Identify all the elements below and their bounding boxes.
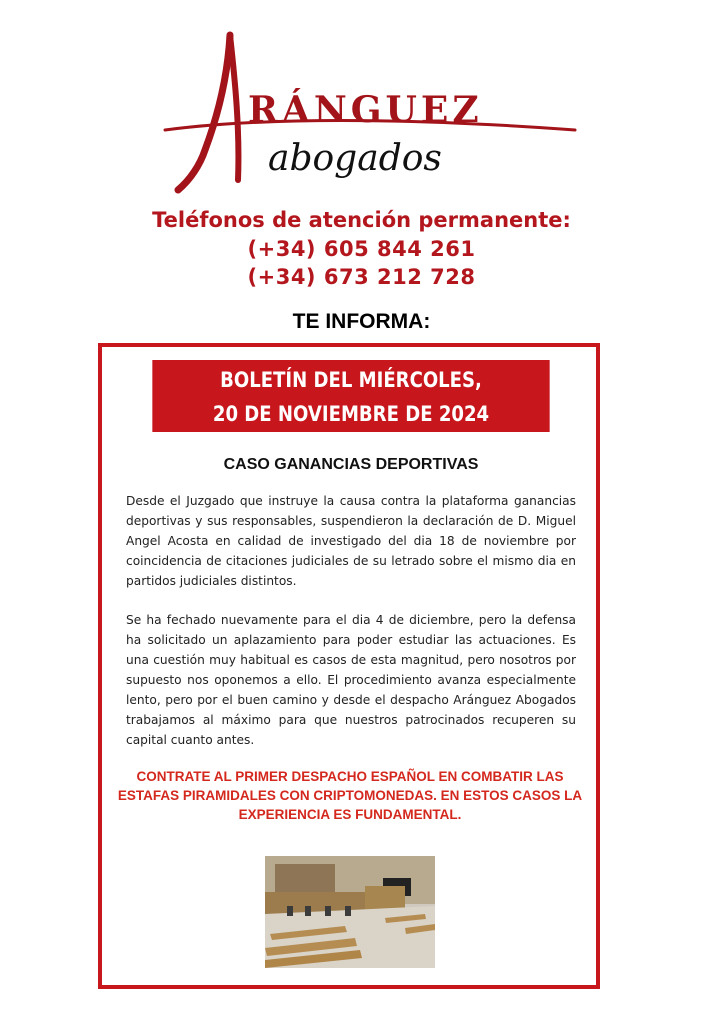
phone-number-1[interactable]: (+34) 605 844 261 <box>247 237 476 261</box>
logo-icon <box>160 30 580 195</box>
case-title: CASO GANANCIAS DEPORTIVAS <box>223 456 479 473</box>
svg-text:abogados: abogados <box>268 138 442 179</box>
bulletin-banner <box>152 360 549 432</box>
courtroom-image-icon <box>265 856 435 968</box>
bulletin-date-line1: BOLETÍN DEL MIÉRCOLES, <box>220 368 482 392</box>
courtroom-photo <box>265 856 435 968</box>
phone-block <box>0 205 723 291</box>
paragraph-2: Se ha fechado nuevamente para el dia 4 de diciembre, pero la defensa ha solicitado un aplazamiento para poder estudiar las actuaciones. Es una cuestión muy habitual es casos de esta magnitud, pero nosotros por supuesto nos oponemos a ello. El procedimiento avanza especialmente lento, pero por el buen camino y desde el despacho Aránguez Abogados trabajamos al máximo para que nuestros patrocinados recuperen su capital cuanto antes. <box>126 613 576 747</box>
phones-heading: Teléfonos de atención permanente: <box>152 208 571 232</box>
aranguez-logo <box>160 30 580 195</box>
phone-number-2[interactable]: (+34) 673 212 728 <box>247 265 476 289</box>
paragraph-1: Desde el Juzgado que instruye la causa contra la plataforma ganancias deportivas y sus responsables, suspendieron la declaración de D. Miguel Angel Acosta en calidad de investigado del dia 18 de noviembre por coincidencia de citaciones judiciales de su letrado sobre el mismo dia en partidos judiciales distintos. <box>126 494 576 588</box>
te-informa-heading: TE INFORMA: <box>292 310 431 333</box>
call-to-action: CONTRATE AL PRIMER DESPACHO ESPAÑOL EN COMBATIR LAS ESTAFAS PIRAMIDALES CON CRIPTOMONEDAS. EN ESTOS CASOS LA EXPERIENCIA ES FUNDAMENTAL. <box>117 769 583 822</box>
svg-text:RÁNGUEZ: RÁNGUEZ <box>248 89 483 131</box>
bulletin-date-line2: 20 DE NOVIEMBRE DE 2024 <box>212 402 490 426</box>
